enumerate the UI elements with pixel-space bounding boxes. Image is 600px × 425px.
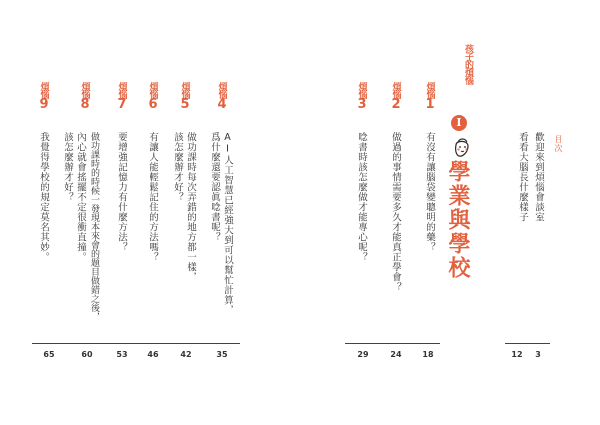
trouble-label-text: 煩惱 xyxy=(179,82,190,98)
page-num-3: 29 xyxy=(357,350,369,359)
entry-6-line-1: 有讓人能輕鬆記住的方法嗎？ xyxy=(147,132,158,262)
page-num-9: 65 xyxy=(43,350,55,359)
trouble-label-1 xyxy=(420,82,440,112)
trouble-label-text: 煩惱 xyxy=(79,82,90,98)
entry-8-line-3: 該怎麼辦才好？ xyxy=(62,132,73,202)
intro-page-1: 3 xyxy=(535,350,541,359)
trouble-number: 1 xyxy=(425,97,435,112)
intro-item-2: 看看大腦長什麼樣子 xyxy=(517,132,528,222)
trouble-label-text: 煩惱 xyxy=(116,82,127,98)
trouble-label-4 xyxy=(212,82,232,112)
intro-item-1: 歡迎來到煩惱會談室 xyxy=(533,132,544,222)
page-num-7: 53 xyxy=(116,350,128,359)
trouble-label-9 xyxy=(34,82,54,112)
entry-3-line-1: 唸書時該怎麼做才能專心呢？ xyxy=(356,132,367,262)
trouble-label-text: 煩惱 xyxy=(390,82,401,98)
trouble-label-7 xyxy=(112,82,132,112)
entry-9-line-1: 我覺得學校的規定莫名其妙。 xyxy=(38,132,49,262)
trouble-label-6 xyxy=(143,82,163,112)
trouble-number: 6 xyxy=(148,97,158,112)
trouble-label-text: 煩惱 xyxy=(356,82,367,98)
page-num-2: 24 xyxy=(390,350,402,359)
trouble-number: 4 xyxy=(217,97,227,112)
chapter-number-badge: I xyxy=(451,115,467,131)
page-num-6: 46 xyxy=(147,350,159,359)
entry-4-line-2: 爲什麼還要認眞唸書呢？ xyxy=(209,132,220,242)
page-num-1: 18 xyxy=(422,350,434,359)
entry-4-line-1: AI人工智慧已經強大到可以幫忙計算， xyxy=(222,132,233,315)
trouble-label-5 xyxy=(175,82,195,112)
trouble-label-8 xyxy=(75,82,95,112)
trouble-number: 7 xyxy=(117,97,127,112)
trouble-number: 3 xyxy=(357,97,367,112)
trouble-number: 9 xyxy=(39,97,49,112)
intro-page-2: 12 xyxy=(511,350,523,359)
trouble-number: 2 xyxy=(391,97,401,112)
toc-label: 目次 xyxy=(554,135,563,153)
trouble-label-text: 煩惱 xyxy=(38,82,49,98)
entry-5-line-1: 做功課時每次弄錯的地方都一樣， xyxy=(185,132,196,282)
left-page-rule xyxy=(32,343,240,344)
entry-1-line-1: 有沒有讓腦袋變聰明的藥？ xyxy=(424,132,435,252)
chapter-subtitle: 孩子的煩惱 xyxy=(463,44,473,84)
trouble-label-2 xyxy=(386,82,406,112)
entry-2-line-1: 做過的事情需要多久才能真正學會？ xyxy=(390,132,401,292)
trouble-label-text: 煩惱 xyxy=(424,82,435,98)
trouble-number: 5 xyxy=(180,97,190,112)
entry-8-line-1: 做功課時的時候一發現本來會的題目做錯之後， xyxy=(89,132,99,321)
intro-rule xyxy=(505,343,550,344)
entry-5-line-2: 該怎麼辦才好？ xyxy=(172,132,183,202)
entry-8-line-2: 內心就會搖擺不定很衝直撞。 xyxy=(75,132,86,262)
trouble-label-text: 煩惱 xyxy=(147,82,158,98)
mascot-face-icon xyxy=(452,137,472,159)
page-num-8: 60 xyxy=(81,350,93,359)
chapter-title: 學業與學校 xyxy=(445,160,470,280)
page-num-4: 35 xyxy=(216,350,228,359)
entry-7-line-1: 要增強記憶力有什麼方法？ xyxy=(116,132,127,252)
trouble-number: 8 xyxy=(80,97,90,112)
right-page-rule xyxy=(345,343,440,344)
trouble-label-3 xyxy=(352,82,372,112)
page-num-5: 42 xyxy=(180,350,192,359)
trouble-label-text: 煩惱 xyxy=(216,82,227,98)
